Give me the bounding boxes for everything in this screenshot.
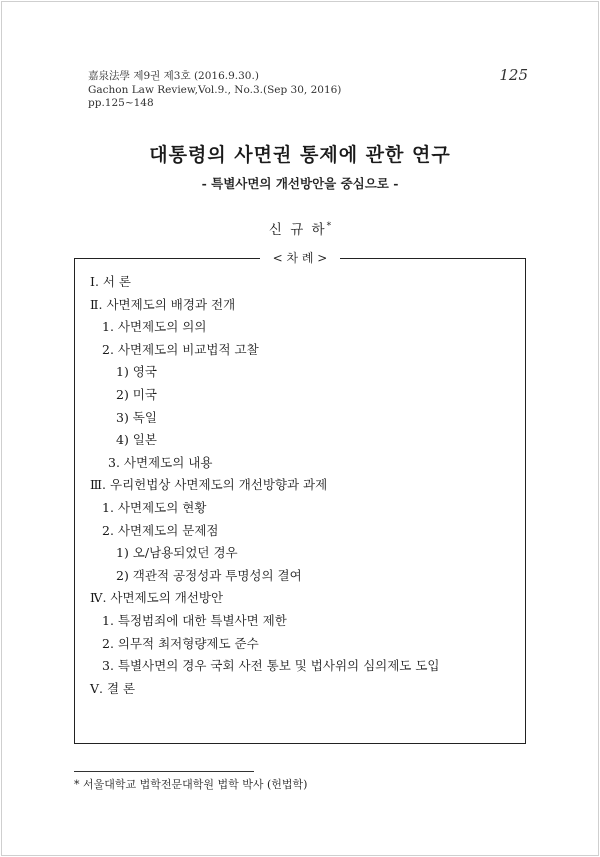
toc-item: 2) 미국 [116,386,157,402]
toc-item: 1. 사면제도의 의의 [102,319,207,335]
journal-header [88,70,341,111]
toc-item: 3. 사면제도의 내용 [108,454,213,470]
paper-subtitle: - 특별사면의 개선방안을 중심으로 - [201,176,399,191]
toc-item: 2. 사면제도의 문제점 [102,522,219,538]
journal-line-english: Gachon Law Review,Vol.9., No.3.(Sep 30, 2016) [88,83,342,96]
footnote-rule [74,771,254,772]
toc-item: 2. 의무적 최저형량제도 준수 [102,635,259,651]
author [0,218,600,238]
toc-item: Ⅲ. 우리헌법상 사면제도의 개선방향과 과제 [90,477,328,493]
journal-pages: pp.125~148 [88,97,154,109]
journal-line-korean: 嘉泉法學 제9권 제3호 (2016.9.30.) [88,70,259,82]
toc-item: Ⅱ. 사면제도의 배경과 전개 [90,296,236,312]
toc-item: Ⅴ. 결 론 [90,680,136,696]
page-number: 125 [499,66,528,84]
paper-title: 대통령의 사면권 통제에 관한 연구 [149,144,451,166]
toc-item: 1. 사면제도의 현황 [102,499,207,515]
toc-item: 3) 독일 [116,409,157,425]
toc-item: 1) 영국 [116,364,157,380]
toc-item: 2) 객관적 공정성과 투명성의 결여 [116,567,302,583]
toc-item: Ⅰ. 서 론 [90,274,132,289]
toc-item: 2. 사면제도의 비교법적 고찰 [102,341,259,357]
author-name: 신 규 하 [268,222,327,238]
footnote: * 서울대학교 법학전문대학원 법학 박사 (헌법학) [74,778,308,791]
toc-list [90,271,520,700]
toc-item: Ⅳ. 사면제도의 개선방안 [90,590,224,606]
toc-item: 1) 오/남용되었던 경우 [116,545,238,561]
toc-item: 3. 특별사면의 경우 국회 사전 통보 및 법사위의 심의제도 도입 [102,658,440,674]
toc-item: 4) 일본 [116,432,157,448]
toc-heading: < 차 례 > [260,249,340,267]
author-footnote-mark: * [326,221,332,232]
toc-item: 1. 특정범죄에 대한 특별사면 제한 [102,612,287,628]
